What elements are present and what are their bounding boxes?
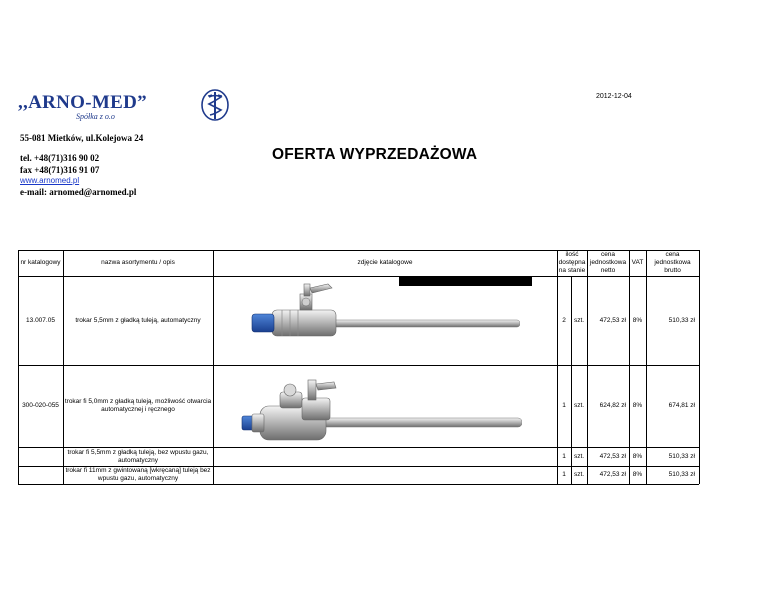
table-col-divider (213, 250, 214, 484)
row-qty: 2 (562, 316, 566, 324)
row-name-line: automatyczny (117, 456, 159, 464)
row-net-price: 624,82 zł (599, 402, 626, 409)
header-gross-line: brutto (664, 267, 681, 274)
row-qty: 1 (562, 452, 566, 460)
row-name-line: trokar fi 11mm z gwintowaną [wkręcaną] tuleją bez (65, 467, 211, 474)
row-vat: 8% (632, 471, 643, 478)
row-name-line: wpustu gazu, automatyczny (97, 475, 179, 482)
row-catalog-no (18, 447, 63, 466)
header-vat: VAT (631, 259, 644, 266)
header-gross-line: cena (665, 251, 680, 258)
company-website-link[interactable]: www.arnomed.pl (20, 176, 80, 185)
row-vat: 8% (632, 452, 643, 460)
table-border-right (699, 250, 700, 484)
company-phone: tel. +48(71)316 90 02 (20, 153, 100, 163)
row-name-line: trokar fi 5,5mm z gładką tuleją, bez wpustu gazu, (67, 448, 209, 456)
header-gross-price (646, 250, 699, 276)
row-name-line: trokar 5,5mm z gładką tuleją, automatyczny (75, 316, 201, 324)
row-name (63, 447, 213, 466)
row-catalog-no: 300-020-055 (22, 402, 59, 409)
header-qty (557, 250, 587, 276)
row-vat: 8% (632, 316, 643, 324)
row-qty: 1 (562, 471, 566, 478)
header-net-line: cena (600, 251, 616, 258)
row-gross-price: 510,33 zł (668, 316, 695, 324)
row-gross-price: 674,81 zł (668, 402, 695, 409)
row-qty: 1 (562, 402, 566, 409)
header-net-line: netto (600, 267, 616, 274)
header-net-price (587, 250, 629, 276)
row-unit: szt. (573, 471, 585, 478)
row-net-price: 472,53 zł (599, 316, 626, 324)
company-logo (18, 90, 218, 124)
row-name (63, 276, 213, 365)
row-catalog-no: 13.007.05 (26, 316, 55, 324)
header-qty-line: ilość (565, 251, 579, 258)
row-name (63, 365, 213, 447)
header-gross-line: jednostkowa (654, 259, 691, 266)
row-unit: szt. (573, 402, 585, 409)
row-vat: 8% (632, 402, 643, 409)
row-net-price: 472,53 zł (599, 471, 626, 478)
header-qty-line: dostępna (558, 259, 586, 266)
row-catalog-no (18, 466, 63, 484)
header-qty-line: na stanie (558, 267, 586, 274)
logo-name: ,,ARNO-MED” (18, 92, 147, 113)
row-gross-price: 510,33 zł (668, 452, 695, 460)
row-name (63, 466, 213, 484)
row-name-line: automatycznej i ręcznego (101, 406, 175, 413)
row-name-line: trokar fi 5,0mm z gładką tuleją, możliwość otwarcia (64, 398, 212, 405)
header-net-line: jednostkowa (589, 259, 627, 266)
header-photo: zdjęcie katalogowe (357, 259, 413, 266)
row-net-price: 472,53 zł (599, 452, 626, 460)
caduceus-icon (200, 88, 230, 124)
header-catalog-no: nr katalogowy (20, 259, 61, 266)
company-fax: fax +48(71)316 91 07 (20, 165, 100, 175)
product-photo-trocar-2 (240, 378, 522, 448)
document-title: OFERTA WYPRZEDAŻOWA (272, 146, 478, 163)
company-email: e-mail: arnomed@arnomed.pl (20, 187, 137, 197)
company-address: 55-081 Mietków, ul.Kolejowa 24 (20, 133, 144, 143)
header-name: nazwa asortymentu / opis (101, 259, 175, 266)
row-unit: szt. (573, 452, 585, 460)
product-photo-trocar-1 (242, 280, 520, 338)
row-unit: szt. (573, 316, 585, 324)
row-gross-price: 510,33 zł (668, 471, 695, 478)
logo-subtitle: Spółka z o.o (76, 112, 115, 121)
document-date: 2012-12-04 (596, 93, 632, 100)
table-border-bottom (18, 484, 699, 485)
